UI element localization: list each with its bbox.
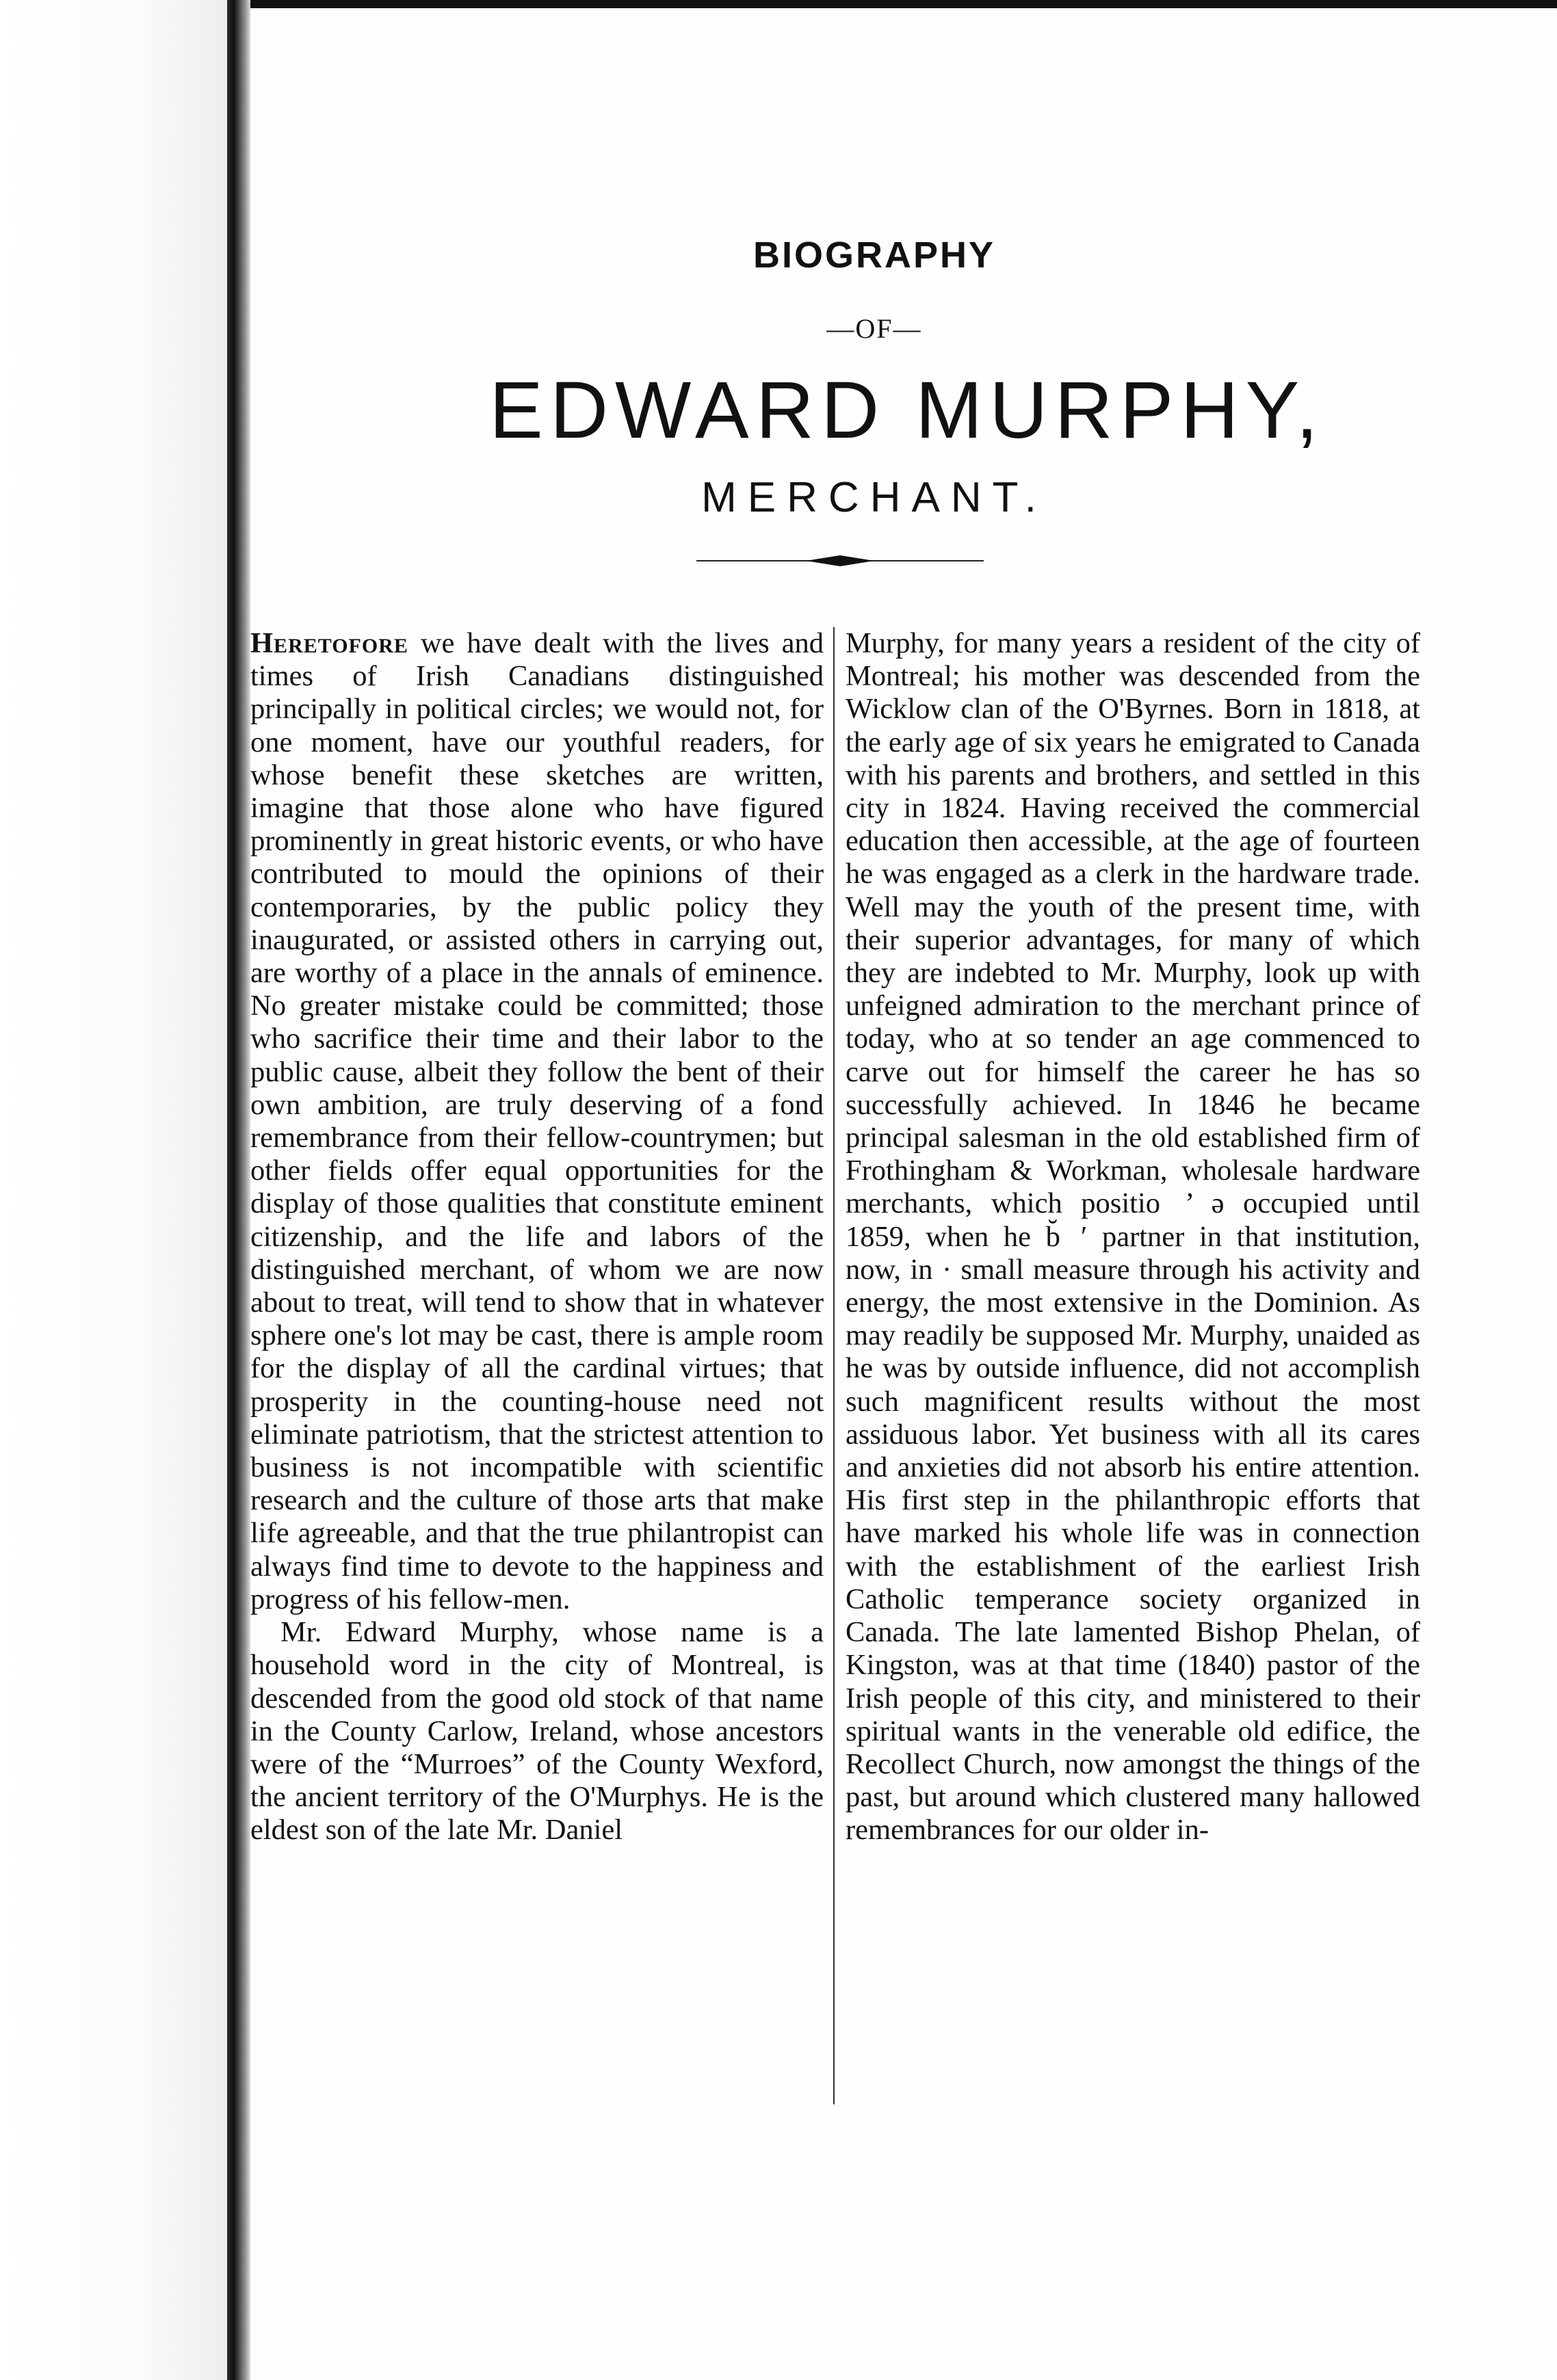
paragraph-career: Murphy, for many years a resident of the city of Montreal; his mother was descended from the Wicklow clan of the O'Byrnes. Born in 1818, at the early age of six years he emigrated to Canada with his parents and brothers, and settled in this city in 1824. Having received the commercial education then accessible, at the age of fourteen he was engaged as a clerk in the hardware trade. Well may the youth of the present time, with their superior advantages, for many of which they are indebted to Mr. Murphy, look up with unfeigned admiration to the merchant prince of today, who at so tender an age commenced to carve out for himself the career he has so successfully achieved. In 1846 he became principal salesman in the old established firm of Frothingham & Workman, wholesale hardware merchants, which positio ’ ə occupied until 1859, when he b̆ ′ partner in that institution, now, in · small measure through his activity and energy, the most extensive in the Dominion. As may readily be supposed Mr. Murphy, unaided as he was by outside influence, did not accomplish such magnificent results without the most assiduous labor. Yet business with all its cares and anxieties did not absorb his entire attention. His first step in the philanthropic efforts that have marked his whole life was in connection with the establishment of the earliest Irish Catholic temperance society organized in Canada. The late lamented Bishop Phelan, of Kingston, was at that time (1840) pastor of the Irish people of this city, and ministered to their spiritual wants in the venerable old edifice, the Recollect Church, now amongst the things of the past, but around which clustered many hallowed remembrances for our older in-: [846, 627, 1420, 1847]
left-facing-page-margin: [0, 0, 233, 2380]
title-kicker: BIOGRAPHY: [753, 235, 996, 276]
title-of: —OF—: [826, 313, 922, 344]
book-binding-edge: [227, 0, 250, 2380]
text-column-left: [250, 627, 824, 2118]
paragraph-intro: [250, 627, 824, 1616]
paragraph-intro-text: we have dealt with the lives and times of Irish Canadians distinguished principally in political circles; we would not, for one moment, have our youthful readers, for whose benefit these sketches are written, imagine that those alone who have figured prominently in great historic events, or who have contributed to mould the opinions of their contemporaries, by the public policy they inaugurated, or assisted others in carrying out, are worthy of a place in the annals of eminence. No greater mistake could be committed; those who sacrifice their time and their labor to the public cause, albeit they follow the bent of their own ambition, are truly deserving of a fond remembrance from their fellow-countrymen; but other fields offer equal opportunities for the display of those qualities that constitute eminent citizenship, and the life and labors of the distinguished merchant, of whom we are now about to treat, will tend to show that in whatever sphere one's lot may be cast, there is ample room for the display of all the cardinal virtues; that prosperity in the counting-house need not eliminate patriotism, that the strictest attention to business is not incompatible with scientific research and the culture of those arts that make life agreeable, and that the true philantropist can always find time to devote to the happiness and progress of his fellow-men.: [250, 627, 824, 1615]
book-page: [250, 8, 1557, 2380]
paragraph-ancestry: Mr. Edward Murphy, whose name is a household word in the city of Montreal, is descended from the good old stock of that name in the County Carlow, Ireland, whose ancestors were of the “Murroes” of the County Wexford, the ancient territory of the O'Murphys. He is the eldest son of the late Mr. Daniel: [250, 1616, 824, 1847]
title-occupation: MERCHANT.: [701, 474, 1047, 521]
column-divider: [833, 627, 835, 2104]
lead-word: Heretofore: [250, 627, 408, 659]
ornamental-rule: [696, 554, 984, 568]
text-column-right: [846, 627, 1420, 2118]
title-subject-name: EDWARD MURPHY,: [489, 365, 1325, 455]
